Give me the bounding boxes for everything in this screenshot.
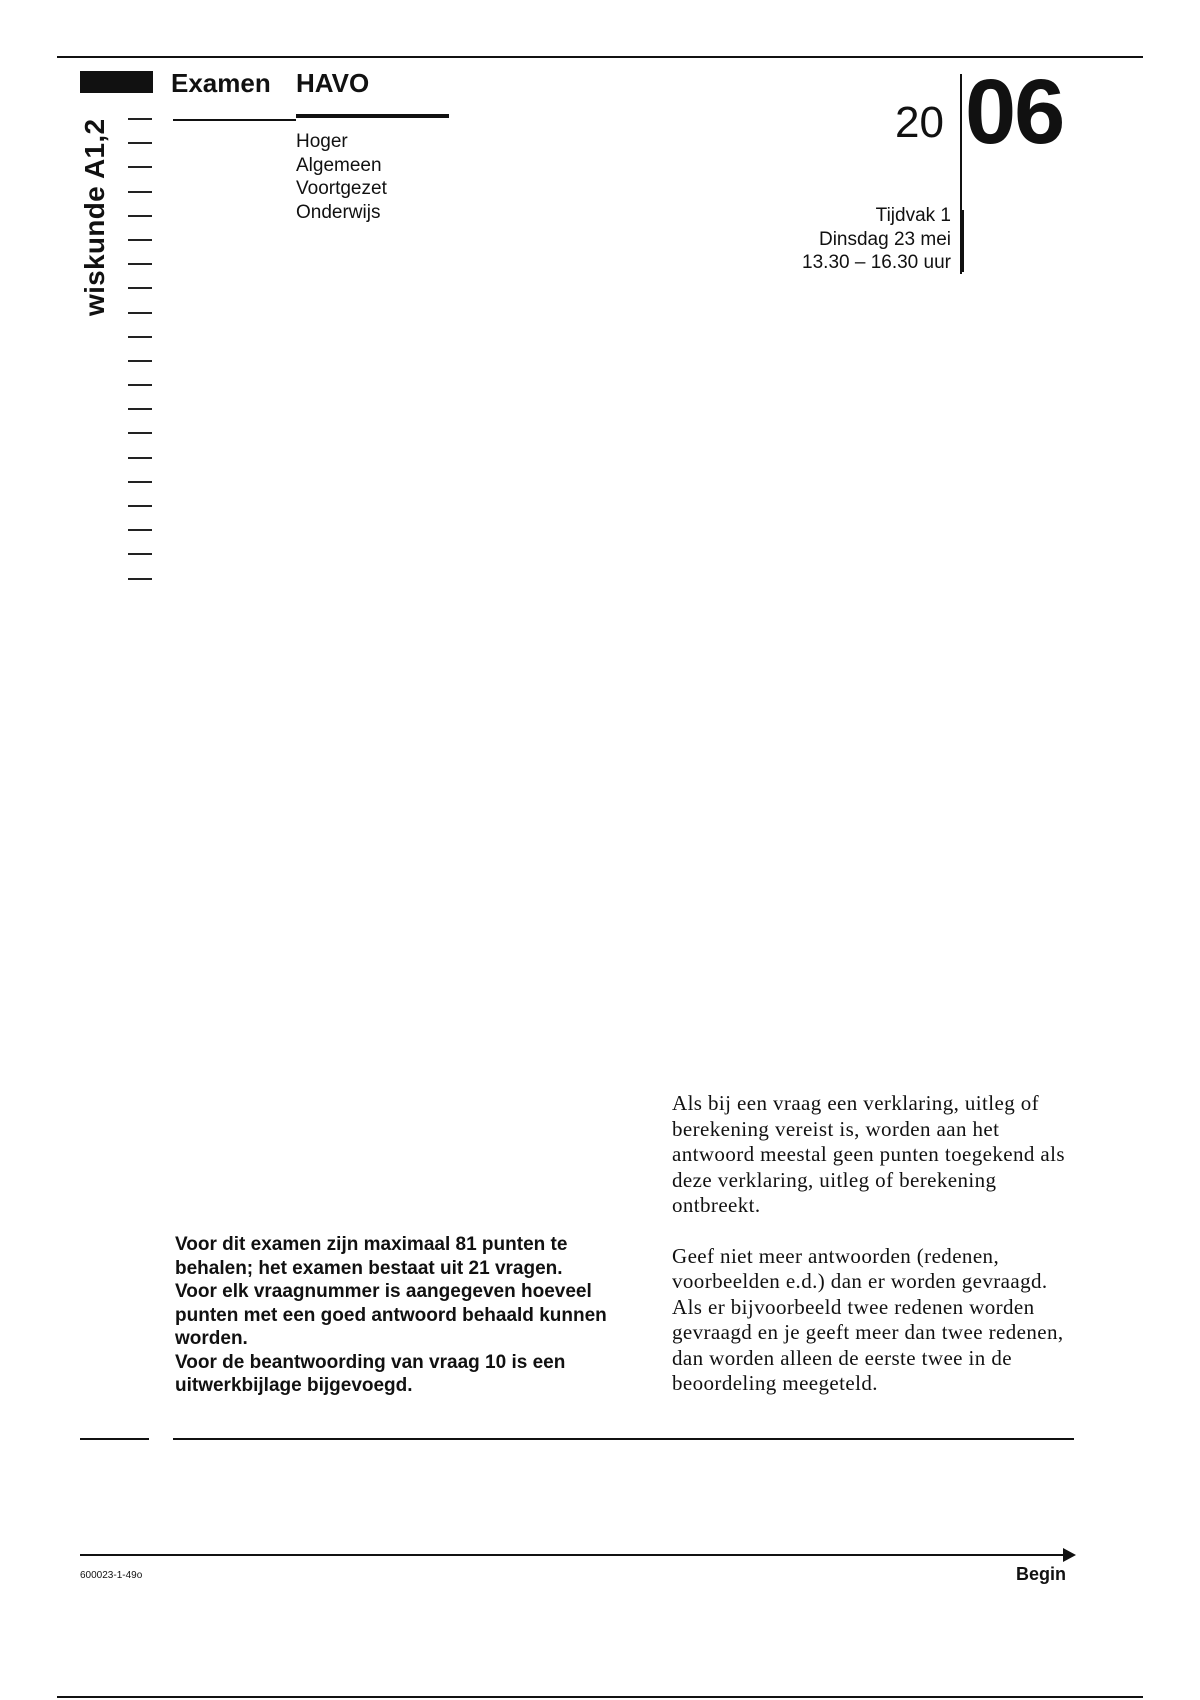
bottom-rule: [57, 1696, 1143, 1698]
session-date: Dinsdag 23 mei: [818, 228, 951, 250]
top-rule: [57, 56, 1143, 58]
exam-type: HAVO: [296, 68, 370, 98]
rule-explanation: Als bij een vraag een verklaring, uitleg of berekening vereist is, worden aan het antwoord meestal geen punten toegekend als deze verklaring, uitleg of berekening ontbreekt.: [672, 1091, 1065, 1217]
school-line: Onderwijs: [296, 201, 381, 223]
school-line: Voortgezet: [296, 178, 387, 199]
sidebar-tick-marks: [128, 118, 152, 602]
header-underline-right: [296, 114, 449, 118]
school-line: Hoger: [296, 131, 348, 152]
footer-arrow-line: [80, 1554, 1064, 1556]
session-info: [802, 204, 951, 275]
document-code: 600023-1-49o: [80, 1570, 143, 1581]
header-underline-left: [173, 119, 296, 121]
exam-word: Examen: [171, 68, 271, 98]
section-rule-main: [173, 1438, 1074, 1440]
session-time: 13.30 – 16.30 uur: [802, 252, 951, 273]
subject-label: wiskunde A1,2: [79, 118, 110, 316]
session-bar: [961, 210, 964, 272]
instruction-appendix: Voor de beantwoording van vraag 10 is een uitwerkbijlage bijgevoegd.: [175, 1351, 566, 1396]
sidebar-black-bar: [80, 71, 153, 93]
answer-rules: [672, 1091, 1082, 1422]
session-period: Tijdvak 1: [875, 205, 951, 226]
begin-label: Begin: [1016, 1564, 1067, 1584]
school-line: Algemeen: [296, 154, 382, 176]
school-type-lines: [296, 130, 387, 224]
arrow-right-icon: [1063, 1548, 1076, 1562]
rule-number-of-answers: Geef niet meer antwoorden (redenen, voorbeelden e.d.) dan er worden gevraagd. Als er bijvoorbeeld twee redenen worden gevraagd en je geeft meer dan twee redenen, dan worden alleen de eerste twee in de beoordeling meegeteld.: [672, 1243, 1064, 1395]
instruction-points: Voor dit examen zijn maximaal 81 punten te behalen; het examen bestaat uit 21 vragen.: [175, 1234, 568, 1279]
year-suffix: 06: [965, 61, 1064, 163]
instruction-scoring: Voor elk vraagnummer is aangegeven hoeveel punten met een goed antwoord behaald kunnen worden.: [175, 1281, 607, 1349]
section-rule-left: [80, 1438, 149, 1440]
exam-instructions: [175, 1233, 615, 1398]
year-prefix: 20: [895, 98, 944, 147]
